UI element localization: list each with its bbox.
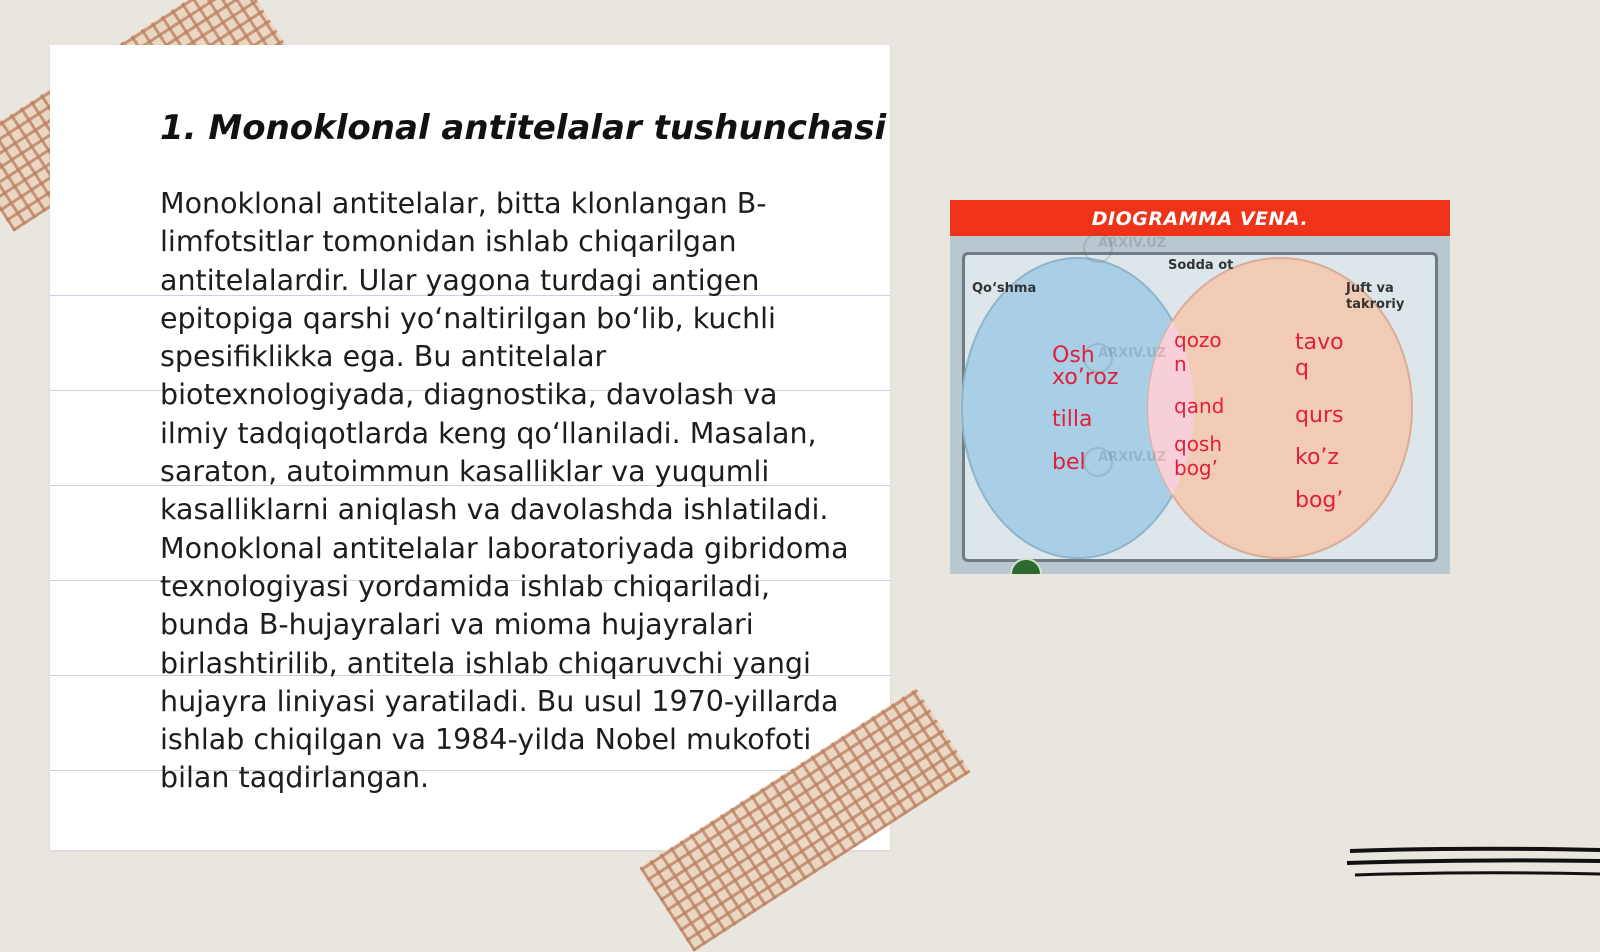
venn-right-word: qurs bbox=[1295, 403, 1344, 428]
venn-left-word: Osh bbox=[1052, 343, 1095, 368]
venn-left-word: xo’roz bbox=[1052, 365, 1119, 390]
watermark-text: ARXIV.UZ bbox=[1098, 450, 1167, 465]
venn-middle-word: qozon bbox=[1174, 328, 1222, 376]
venn-middle-word: qand bbox=[1174, 394, 1225, 418]
decorative-brush-lines bbox=[1345, 845, 1600, 885]
venn-middle-word: qosh bog’ bbox=[1174, 432, 1223, 480]
venn-right-word: tavoq bbox=[1295, 330, 1344, 381]
venn-header: DIOGRAMMA VENA. bbox=[950, 200, 1450, 236]
venn-left-label: Qo‘shma bbox=[972, 281, 1037, 296]
venn-right-label: Juft va takroriy bbox=[1346, 281, 1405, 312]
venn-diagram-image bbox=[950, 200, 1450, 574]
body-paragraph: Monoklonal antitelalar, bitta klonlangan B-limfotsitlar tomonidan ishlab chiqarilgan antitelalardir. Ular yagona turdagi antigen epitopiga qarshi yo‘naltirilgan bo‘lib, kuchli spesifiklikka ega. Bu antitelalar biotexnologiyada, diagnostika, davolash va ilmiy tadqiqotlarda keng qo‘llaniladi. Masalan, saraton, autoimmun kasalliklar va yuqumli kasalliklarni aniqlash va davolashda ishlatiladi. Monoklonal antitelalar laboratoriyada gibridoma texnologiyasi yordamida ishlab chiqariladi, bunda B-hujayralari va mioma hujayralari birlashtirilib, antitela ishlab chiqaruvchi yangi hujayra liniyasi yaratiladi. Bu usul 1970-yillarda ishlab chiqilgan va 1984-yilda Nobel mukofoti bilan taqdirlangan. bbox=[160, 187, 849, 795]
venn-left-word: tilla bbox=[1052, 407, 1093, 432]
slide-title: 1. Monoklonal antitelalar tushunchasi bbox=[160, 108, 887, 148]
venn-circles bbox=[950, 200, 1450, 574]
venn-middle-label: Sodda ot bbox=[1168, 258, 1234, 273]
venn-right-word: ko’z bbox=[1295, 445, 1339, 470]
venn-left-word: bel bbox=[1052, 450, 1086, 475]
venn-right-word: bog’ bbox=[1295, 488, 1344, 513]
watermark-text: ARXIV.UZ bbox=[1098, 236, 1167, 251]
watermark-text: ARXIV.UZ bbox=[1098, 346, 1167, 361]
